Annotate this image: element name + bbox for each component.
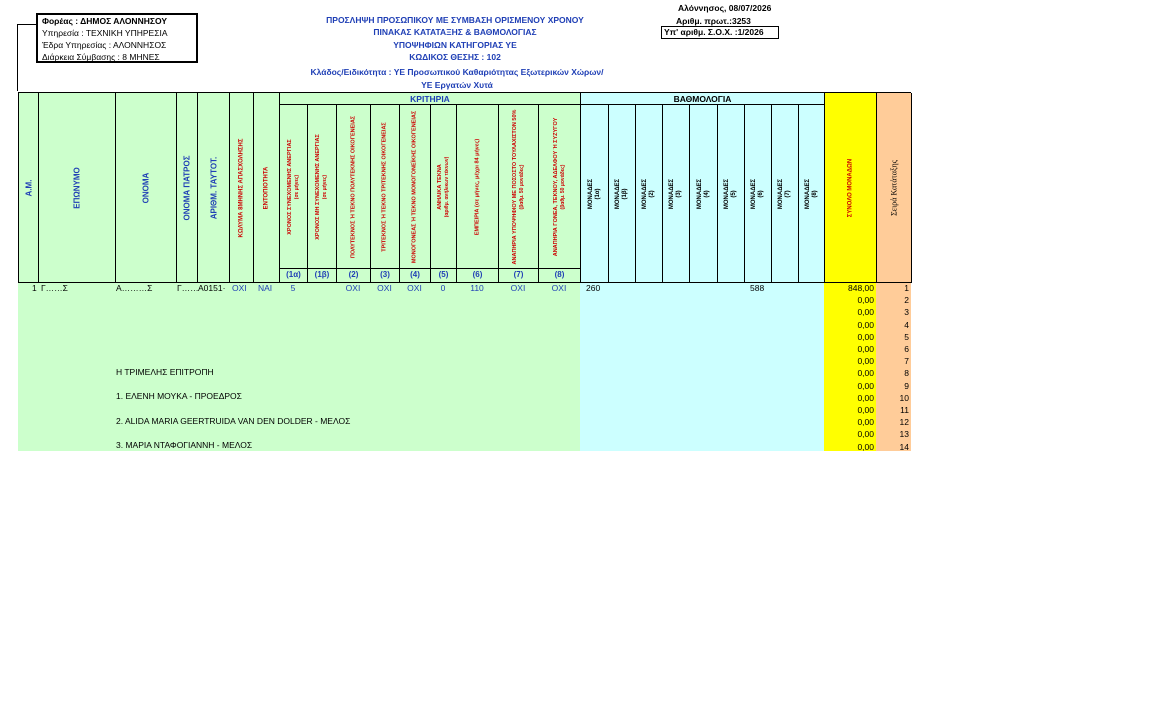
header-id-text: ΑΡΙΘΜ. ΤΑΥΤΟΤ.: [209, 156, 218, 219]
header-criterion-number: (3): [380, 270, 390, 279]
total-cell: 0,00: [857, 417, 874, 428]
header-points-label: ΜΟΝΑΔΕΣ: [669, 178, 675, 209]
header-criterion-3: [337, 105, 371, 269]
header-criterion-sub: (αριθμ. ανήλικων τέκνων): [443, 156, 450, 217]
header-points-sub: (8): [811, 189, 818, 198]
protocol-label: Αριθμ. πρωτ.:3253: [676, 16, 751, 26]
header-id: [198, 93, 230, 283]
header-criterion-number-cell: [337, 269, 371, 283]
committee-member-1: 1. ΕΛΕΝΗ ΜΟΥΚΑ - ΠΡΟΕΔΡΟΣ: [116, 391, 242, 401]
rank-cell: 13: [899, 429, 909, 440]
header-criterion-label: ΧΡΟΝΟΣ ΜΗ ΣΥΝΕΧΟΜΕΝΗΣ ΑΝΕΡΓΙΑΣ: [315, 133, 321, 240]
header-criterion-label: ΤΡΙΤΕΚΝΟΣ Ή ΤΕΚΝΟ ΤΡΙΤΕΚΝΗΣ ΟΙΚΟΓΕΝΕΙΑΣ: [381, 121, 388, 252]
header-father: [177, 93, 198, 283]
header-criterion-number-cell: [499, 269, 539, 283]
header-points-sub: (1β): [622, 188, 628, 199]
row1-hindrance: ΟΧΙ: [232, 283, 247, 293]
total-cell: 0,00: [857, 319, 874, 330]
header-points-4: [663, 105, 690, 283]
header-criterion-number: (6): [472, 270, 483, 279]
total-cell: 0,00: [857, 380, 874, 391]
header-criterion-sub: (βαθμ. 50 μονάδες): [559, 164, 566, 209]
rank-cell: 9: [904, 380, 909, 391]
header-criterion-1: [280, 105, 308, 269]
total-cell: 0,00: [857, 356, 874, 367]
header-rank-text: Σειρά Κατάταξης: [889, 159, 899, 216]
header-criteria-text: ΚΡΙΤΗΡΙΑ: [410, 94, 450, 104]
header-name-text: ΟΝΟΜΑ: [141, 172, 151, 203]
header-criterion-sub: (σε μήνες): [293, 174, 300, 199]
header-points-3: [636, 105, 663, 283]
specialty-line: Κλάδος/Ειδικότητα : ΥΕ Προσωπικού Καθαριότητας Εξωτερικών Χώρων/: [310, 67, 604, 77]
header-criterion-text: [412, 110, 419, 262]
doc-title-line3: ΥΠΟΨΗΦΙΩΝ ΚΑΤΗΓΟΡΙΑΣ ΥΕ: [393, 40, 517, 50]
rank-cell: 4: [904, 319, 909, 330]
doc-title-line2: ΠΙΝΑΚΑΣ ΚΑΤΑΤΑΞΗΣ & ΒΑΘΜΟΛΟΓΙΑΣ: [373, 27, 537, 37]
header-criterion-6: [431, 105, 457, 269]
header-points-label: ΜΟΝΑΔΕΣ: [615, 178, 621, 209]
header-criterion-5: [400, 105, 431, 269]
header-criterion-9: [539, 105, 581, 269]
header-rank: [877, 93, 912, 283]
header-criterion-label: ΑΝΑΠΗΡΙΑ ΓΟΝΕΑ, ΤΕΚΝΟΥ, ΑΔΕΛΦΟΥ Ή ΣΥΖΥΓΟΥ: [552, 117, 559, 256]
header-am: [19, 93, 39, 283]
header-points-sub: (1α): [594, 187, 601, 200]
header-points-label: ΜΟΝΑΔΕΣ: [696, 178, 703, 209]
committee-member-2: 2. ALIDA MARIA GEERTRUIDA VAN DEN DOLDER - ΜΕΛΟΣ: [116, 416, 351, 426]
header-criterion-text: [287, 139, 301, 234]
header-criterion-2: [308, 105, 337, 269]
header-criterion-number-cell: [539, 269, 581, 283]
committee-title: Η ΤΡΙΜΕΛΗΣ ΕΠΙΤΡΟΠΗ: [116, 367, 214, 377]
header-points-1: [581, 105, 609, 283]
total-cell: 0,00: [857, 295, 874, 306]
header-criterion-number: (1β): [314, 270, 330, 279]
header-points-sub: (3): [676, 189, 682, 198]
header-criterion-label: ΧΡΟΝΟΣ ΣΥΝΕΧΟΜΕΝΗΣ ΑΝΕΡΓΙΑΣ: [286, 138, 293, 235]
employer-info-box: [36, 13, 198, 63]
header-points-label: ΜΟΝΑΔΕΣ: [642, 178, 648, 209]
header-criterion-number-cell: [308, 269, 337, 283]
row1-points-1: 260: [586, 283, 601, 293]
rank-cell: 8: [904, 368, 909, 379]
header-points-col-text: [724, 178, 738, 208]
connector-line: [17, 24, 36, 25]
header-criterion-sub: (βαθμ. 50 μονάδες): [518, 164, 525, 209]
row1-criterion-1: 5: [290, 283, 296, 293]
contract-duration-label: Διάρκεια Σύμβασης : 8 ΜΗΝΕΣ: [42, 52, 160, 62]
row1-criterion-3: ΟΧΙ: [345, 283, 361, 293]
rank-cell: 6: [904, 344, 909, 354]
service-label: Υπηρεσία : ΤΕΧΝΙΚΗ ΥΠΗΡΕΣΙΑ: [42, 28, 168, 38]
doc-title-line1: ΠΡΟΣΛΗΨΗ ΠΡΟΣΩΠΙΚΟΥ ΜΕ ΣΥΜΒΑΣΗ ΟΡΙΣΜΕΝΟΥ ΧΡΟΝΟΥ: [326, 15, 584, 25]
header-points-sub: (4): [703, 189, 710, 198]
header-points-text: ΒΑΘΜΟΛΟΓΙΑ: [673, 94, 732, 104]
table-header: [18, 92, 911, 283]
header-points-col-text: [669, 178, 683, 208]
header-criterion-sub: (σε μήνες): [322, 174, 328, 199]
header-criterion-number: (5): [438, 270, 449, 279]
header-criterion-4: [371, 105, 400, 269]
header-points-group: [581, 93, 825, 105]
header-locality: [254, 93, 280, 283]
header-criterion-text: [315, 134, 329, 240]
committee-member-3: 3. ΜΑΡΙΑ ΝΤΑΦΟΓΙΑΝΝΗ - ΜΕΛΟΣ: [116, 440, 253, 450]
header-total-text: ΣΥΝΟΛΟ ΜΟΝΑΔΩΝ: [847, 158, 853, 217]
header-total: [825, 93, 877, 283]
rank-cell: 3: [904, 307, 909, 318]
header-points-label: ΜΟΝΑΔΕΣ: [778, 178, 784, 209]
row1-criterion-7: 110: [470, 283, 484, 293]
row1-criterion-4: ΟΧΙ: [377, 283, 392, 293]
rank-cell: 1: [904, 283, 909, 293]
header-criterion-label: ΑΝΗΛΙΚΑ ΤΕΚΝΑ: [436, 163, 443, 210]
date-label: Αλόννησος, 08/07/2026: [678, 3, 772, 13]
employer-label: Φορέας : ΔΗΜΟΣ ΑΛΟΝΝΗΣΟΥ: [42, 16, 167, 26]
header-locality-text: ΕΝΤΟΠΙΟΤΗΤΑ: [263, 166, 269, 209]
connector-line: [17, 24, 18, 91]
header-points-sub: (7): [785, 189, 791, 198]
header-criterion-7: [457, 105, 499, 269]
header-criterion-number: (8): [554, 270, 565, 279]
header-points-col-text: [615, 178, 629, 208]
header-surname: [39, 93, 116, 283]
row1-surname: Γ……Σ: [41, 283, 68, 293]
header-hindrance-text: ΚΩΛΥΜΑ 8ΜΗΝΗΣ ΑΠΑΣΧΟΛΗΣΗΣ: [238, 138, 244, 237]
header-criterion-label: ΜΟΝΟΓΟΝΕΑΣ Ή ΤΕΚΝΟ ΜΟΝΟΓΟΝΕΪΚΗΣ ΟΙΚΟΓΕΝΕΙΑΣ: [411, 110, 418, 263]
header-criterion-8: [499, 105, 539, 269]
total-cell: 0,00: [857, 344, 874, 354]
row1-criterion-9: ΟΧΙ: [551, 283, 567, 293]
total-cell: 0,00: [857, 441, 874, 452]
header-points-col-text: [805, 178, 819, 208]
row1-locality: ΝΑΙ: [258, 283, 273, 293]
header-points-label: ΜΟΝΑΔΕΣ: [724, 178, 730, 209]
total-cell: 0,00: [857, 331, 874, 342]
header-criterion-text: [437, 156, 451, 217]
rank-cell: 2: [904, 295, 909, 306]
header-criterion-number: (1α): [286, 270, 301, 279]
header-points-7: [745, 105, 772, 283]
header-points-sub: (2): [649, 189, 655, 198]
header-criterion-text: [512, 109, 526, 264]
row1-name: Α………Σ: [116, 283, 153, 293]
header-points-col-text: [588, 178, 602, 208]
row1-criterion-5: ΟΧΙ: [407, 283, 422, 293]
header-points-2: [609, 105, 636, 283]
header-criterion-number-cell: [371, 269, 400, 283]
total-cell: 0,00: [857, 405, 874, 415]
header-points-label: ΜΟΝΑΔΕΣ: [587, 178, 594, 209]
rank-cell: 7: [904, 356, 909, 367]
header-points-col-text: [642, 178, 656, 208]
row1-id: Α0151·: [198, 283, 226, 293]
header-points-5: [690, 105, 718, 283]
header-points-label: ΜΟΝΑΔΕΣ: [804, 178, 811, 209]
rank-cell: 14: [899, 441, 909, 452]
row1-criterion-8: ΟΧΙ: [510, 283, 526, 293]
header-criterion-number: (4): [410, 270, 420, 279]
header-criterion-number: (7): [513, 270, 524, 279]
header-points-9: [799, 105, 825, 283]
specialty-line2: ΥΕ Εργατών Χυτά: [421, 80, 493, 90]
header-criterion-number-cell: [457, 269, 499, 283]
doc-title-line4: ΚΩΔΙΚΟΣ ΘΕΣΗΣ : 102: [409, 52, 501, 62]
header-criterion-text: [474, 138, 481, 234]
row1-am: 1: [32, 283, 37, 293]
row1-father: Γ……: [177, 283, 199, 293]
header-points-6: [718, 105, 745, 283]
header-surname-text: ΕΠΩΝΥΜΟ: [72, 166, 82, 209]
header-criterion-number-cell: [431, 269, 457, 283]
rank-cell: 11: [900, 405, 909, 415]
header-points-col-text: [697, 178, 711, 208]
header-hindrance: [230, 93, 254, 283]
header-points-sub: (5): [731, 189, 737, 198]
header-father-text: ΟΝΟΜΑ ΠΑΤΡΟΣ: [182, 154, 192, 221]
rank-cell: 12: [899, 417, 909, 428]
header-points-col-text: [778, 178, 792, 208]
header-points-label: ΜΟΝΑΔΕΣ: [751, 178, 757, 209]
header-criteria-group: [280, 93, 581, 105]
rank-cell: 5: [904, 331, 909, 342]
row1-points-7: 588: [750, 283, 765, 293]
total-cell: 0,00: [857, 307, 874, 318]
header-criterion-text: [350, 115, 357, 257]
header-name: [116, 93, 177, 283]
header-criterion-text: [553, 117, 567, 256]
header-criterion-label: ΕΜΠΕΙΡΙΑ (σε μήνες, μέχρι 84 μήνες): [474, 138, 480, 235]
header-criterion-label: ΠΟΛΥΤΕΚΝΟΣ Ή ΤΕΚΝΟ ΠΟΛΥΤΕΚΝΗΣ ΟΙΚΟΓΕΝΕΙΑΣ: [350, 115, 356, 258]
seat-label: Έδρα Υπηρεσίας : ΑΛΟΝΝΗΣΟΣ: [42, 40, 167, 50]
header-criterion-number-cell: [400, 269, 431, 283]
header-points-sub: (6): [758, 189, 764, 198]
row1-criterion-6: 0: [440, 283, 446, 293]
soh-label: Υπ' αριθμ. Σ.Ο.Χ. :1/2026: [661, 26, 779, 39]
header-criterion-label: ΑΝΑΠΗΡΙΑ ΥΠΟΨΗΦΙΟΥ ΜΕ ΠΟΣΟΣΤΟ ΤΟΥΛΑΧΙΣΤΟΝ 50%: [511, 109, 518, 264]
header-points-col-text: [751, 178, 765, 208]
header-criterion-number-cell: [280, 269, 308, 283]
header-criterion-text: [382, 122, 389, 251]
header-points-8: [772, 105, 799, 283]
total-cell: 0,00: [857, 429, 874, 440]
total-cell: 848,00: [848, 283, 874, 293]
rank-cell: 10: [899, 392, 909, 403]
total-cell: 0,00: [857, 368, 874, 379]
header-am-text: Α.Μ.: [24, 179, 33, 196]
total-cell: 0,00: [857, 392, 874, 403]
header-criterion-number: (2): [348, 270, 359, 279]
